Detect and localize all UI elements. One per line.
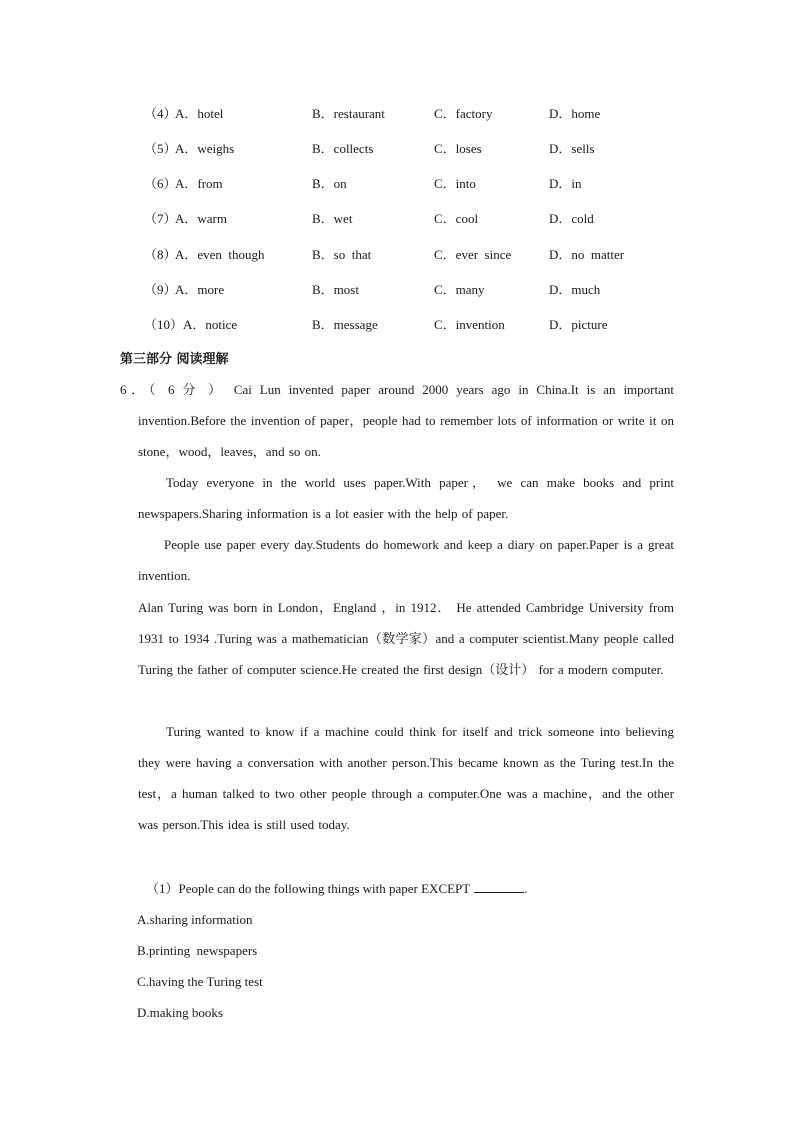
option-number: （9） bbox=[144, 282, 177, 297]
passage-paragraph-5: Turing wanted to know if a machine could think for itself and trick someone into believing they were having a conversation with another person.This became known as the Turing test.In the test，a human talked to two other people through a computer.One was a machine，and the other was person.This idea is still used today. bbox=[138, 724, 674, 832]
option-d: D．home bbox=[549, 106, 601, 121]
option-a: A．even though bbox=[175, 247, 265, 262]
option-d: D．in bbox=[549, 176, 582, 191]
sub-question-prompt bbox=[146, 879, 527, 899]
sub-question-end: . bbox=[524, 881, 528, 896]
option-number: （5） bbox=[144, 141, 177, 156]
option-number: （4） bbox=[144, 106, 177, 121]
option-d: D．much bbox=[549, 282, 601, 297]
option-number: （6） bbox=[144, 176, 177, 191]
answer-choice-a[interactable]: A.sharing information bbox=[137, 912, 253, 927]
answer-choice-b[interactable]: B.printing newspapers bbox=[137, 943, 258, 958]
option-d: D．no matter bbox=[549, 247, 625, 262]
option-row bbox=[0, 245, 794, 265]
option-c: C．ever since bbox=[434, 247, 512, 262]
option-a: A．weighs bbox=[175, 141, 235, 156]
option-a: A．from bbox=[175, 176, 223, 191]
option-row bbox=[0, 174, 794, 194]
answer-choice-c[interactable]: C.having the Turing test bbox=[137, 974, 263, 989]
option-a: A．warm bbox=[175, 211, 227, 226]
option-b: B．so that bbox=[312, 247, 372, 262]
sub-question-text: （1）People can do the following things with paper EXCEPT bbox=[146, 881, 471, 896]
option-b: B．message bbox=[312, 317, 378, 332]
option-b: B．on bbox=[312, 176, 347, 191]
answer-blank[interactable] bbox=[474, 880, 524, 893]
option-row bbox=[0, 315, 794, 335]
option-a: A．hotel bbox=[175, 106, 224, 121]
option-d: D．cold bbox=[549, 211, 594, 226]
option-d: D．sells bbox=[549, 141, 595, 156]
option-a: A．notice bbox=[183, 317, 238, 332]
passage-paragraph-2: Today everyone in the world uses paper.With paper， we can make books and print newspapers.Sharing information is a lot easier with the help of paper. bbox=[138, 475, 674, 521]
option-c: C．invention bbox=[434, 317, 505, 332]
option-a: A．more bbox=[175, 282, 225, 297]
section-title: 第三部分 阅读理解 bbox=[120, 352, 229, 367]
option-row bbox=[0, 104, 794, 124]
option-number: （8） bbox=[144, 247, 177, 262]
option-c: C．loses bbox=[434, 141, 482, 156]
option-b: B．wet bbox=[312, 211, 353, 226]
question-heading: 6．（ 6 分 ） Cai Lun invented paper around 2000 years ago in China.It is an important bbox=[120, 382, 674, 397]
option-c: C．factory bbox=[434, 106, 493, 121]
option-c: C．many bbox=[434, 282, 485, 297]
option-row bbox=[0, 209, 794, 229]
option-row bbox=[0, 280, 794, 300]
option-number: （7） bbox=[144, 211, 177, 226]
passage-paragraph-3: People use paper every day.Students do homework and keep a diary on paper.Paper is a great invention. bbox=[138, 537, 674, 583]
passage-paragraph-4: Alan Turing was born in London，England ，in 1912． He attended Cambridge University from 1931 to 1934 .Turing was a mathematician（数学家）and a computer scientist.Many people called Turing the father of computer science.He created the first design（设计） for a modern computer. bbox=[138, 600, 674, 677]
option-c: C．cool bbox=[434, 211, 479, 226]
option-b: B．restaurant bbox=[312, 106, 385, 121]
option-b: B．collects bbox=[312, 141, 374, 156]
answer-choice-d[interactable]: D.making books bbox=[137, 1005, 223, 1020]
option-number: （10） bbox=[144, 317, 184, 332]
passage-paragraph-1: invention.Before the invention of paper，people had to remember lots of information or write it on stone，wood，leaves，and so on. bbox=[138, 413, 674, 459]
option-c: C．into bbox=[434, 176, 476, 191]
option-b: B．most bbox=[312, 282, 359, 297]
option-row bbox=[0, 139, 794, 159]
option-d: D．picture bbox=[549, 317, 608, 332]
